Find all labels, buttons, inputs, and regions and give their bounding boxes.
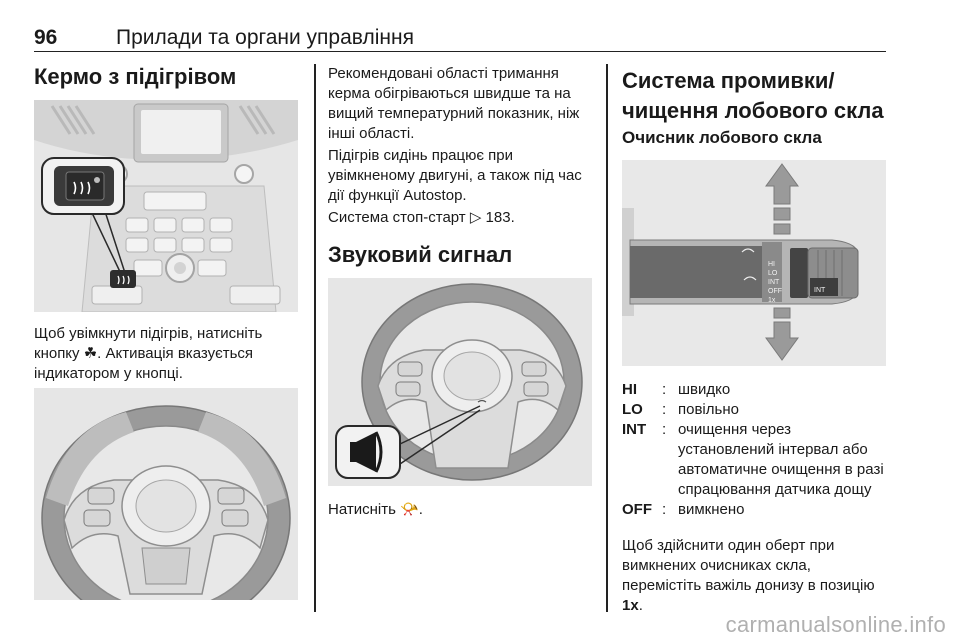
grip-areas-paragraph: Рекомендовані області тримання керма обігріваються швидше та на вищий температурний показник, ніж інші області.	[328, 65, 580, 142]
wiper-subheading: Очисник лобового скла	[622, 128, 822, 147]
def-term: LO	[622, 401, 643, 418]
seat-heating-paragraph: Підігрів сидінь працює при увімкненому двигуні, а також під час дії функції Autostop.	[328, 147, 582, 204]
def-colon: :	[662, 421, 667, 438]
def-colon: :	[662, 381, 667, 398]
running-title: Прилади та органи управління	[116, 26, 414, 49]
def-colon: :	[662, 401, 667, 418]
knob-label-int: INT	[814, 287, 826, 294]
def-row-off	[622, 500, 888, 520]
lever-label-off: OFF	[768, 288, 782, 295]
single-wipe-paragraph	[622, 536, 888, 616]
lever-label-int: INT	[768, 279, 780, 286]
watermark: carmanualsonline.info	[725, 612, 946, 637]
wiper-positions-list	[622, 380, 888, 520]
wiper-lever-figure	[622, 160, 886, 366]
def-term: HI	[622, 381, 637, 398]
heated-wheel-heading: Кермо з підігрівом	[34, 64, 237, 89]
page-header	[34, 26, 886, 52]
lever-label-1x: 1x	[768, 297, 776, 304]
single-wipe-end: .	[638, 597, 643, 614]
single-wipe-text: Щоб здійснити один оберт при вимкнених очисниках скла, перемістіть важіль донизу в позицію	[622, 537, 875, 594]
lever-label-lo: LO	[768, 270, 778, 277]
single-wipe-position: 1x	[622, 597, 639, 614]
def-desc: повільно	[678, 401, 739, 418]
heated-wheel-paragraph: Щоб увімкнути підігрів, натисніть кнопку ☘. Активація вказується індикатором у кнопці.	[34, 325, 263, 382]
lever-label-hi: HI	[768, 261, 775, 268]
page-number: 96	[34, 26, 58, 49]
washer-heading-line2: чищення лобового скла	[622, 98, 884, 123]
def-desc: вимкнено	[678, 501, 745, 518]
def-row-int	[622, 420, 888, 500]
def-term: INT	[622, 421, 647, 438]
column-separator	[606, 64, 608, 612]
def-row-hi	[622, 380, 888, 400]
stop-start-reference: Система стоп-старт ▷ 183.	[328, 209, 515, 226]
steering-wheel-figure	[34, 388, 298, 600]
def-desc: швидко	[678, 381, 731, 398]
column-separator	[314, 64, 316, 612]
horn-figure	[328, 278, 592, 486]
def-row-lo	[622, 400, 888, 420]
horn-paragraph: Натисніть 📯.	[328, 501, 423, 518]
washer-heading-line1: Система промивки/	[622, 68, 835, 93]
def-term: OFF	[622, 501, 652, 518]
def-colon: :	[662, 501, 667, 518]
horn-heading: Звуковий сигнал	[328, 242, 513, 267]
heated-wheel-button-figure	[34, 100, 298, 312]
def-desc: очищення через установлений інтервал або автоматичне очищення в разі спрацювання датчика дощу	[678, 421, 884, 498]
